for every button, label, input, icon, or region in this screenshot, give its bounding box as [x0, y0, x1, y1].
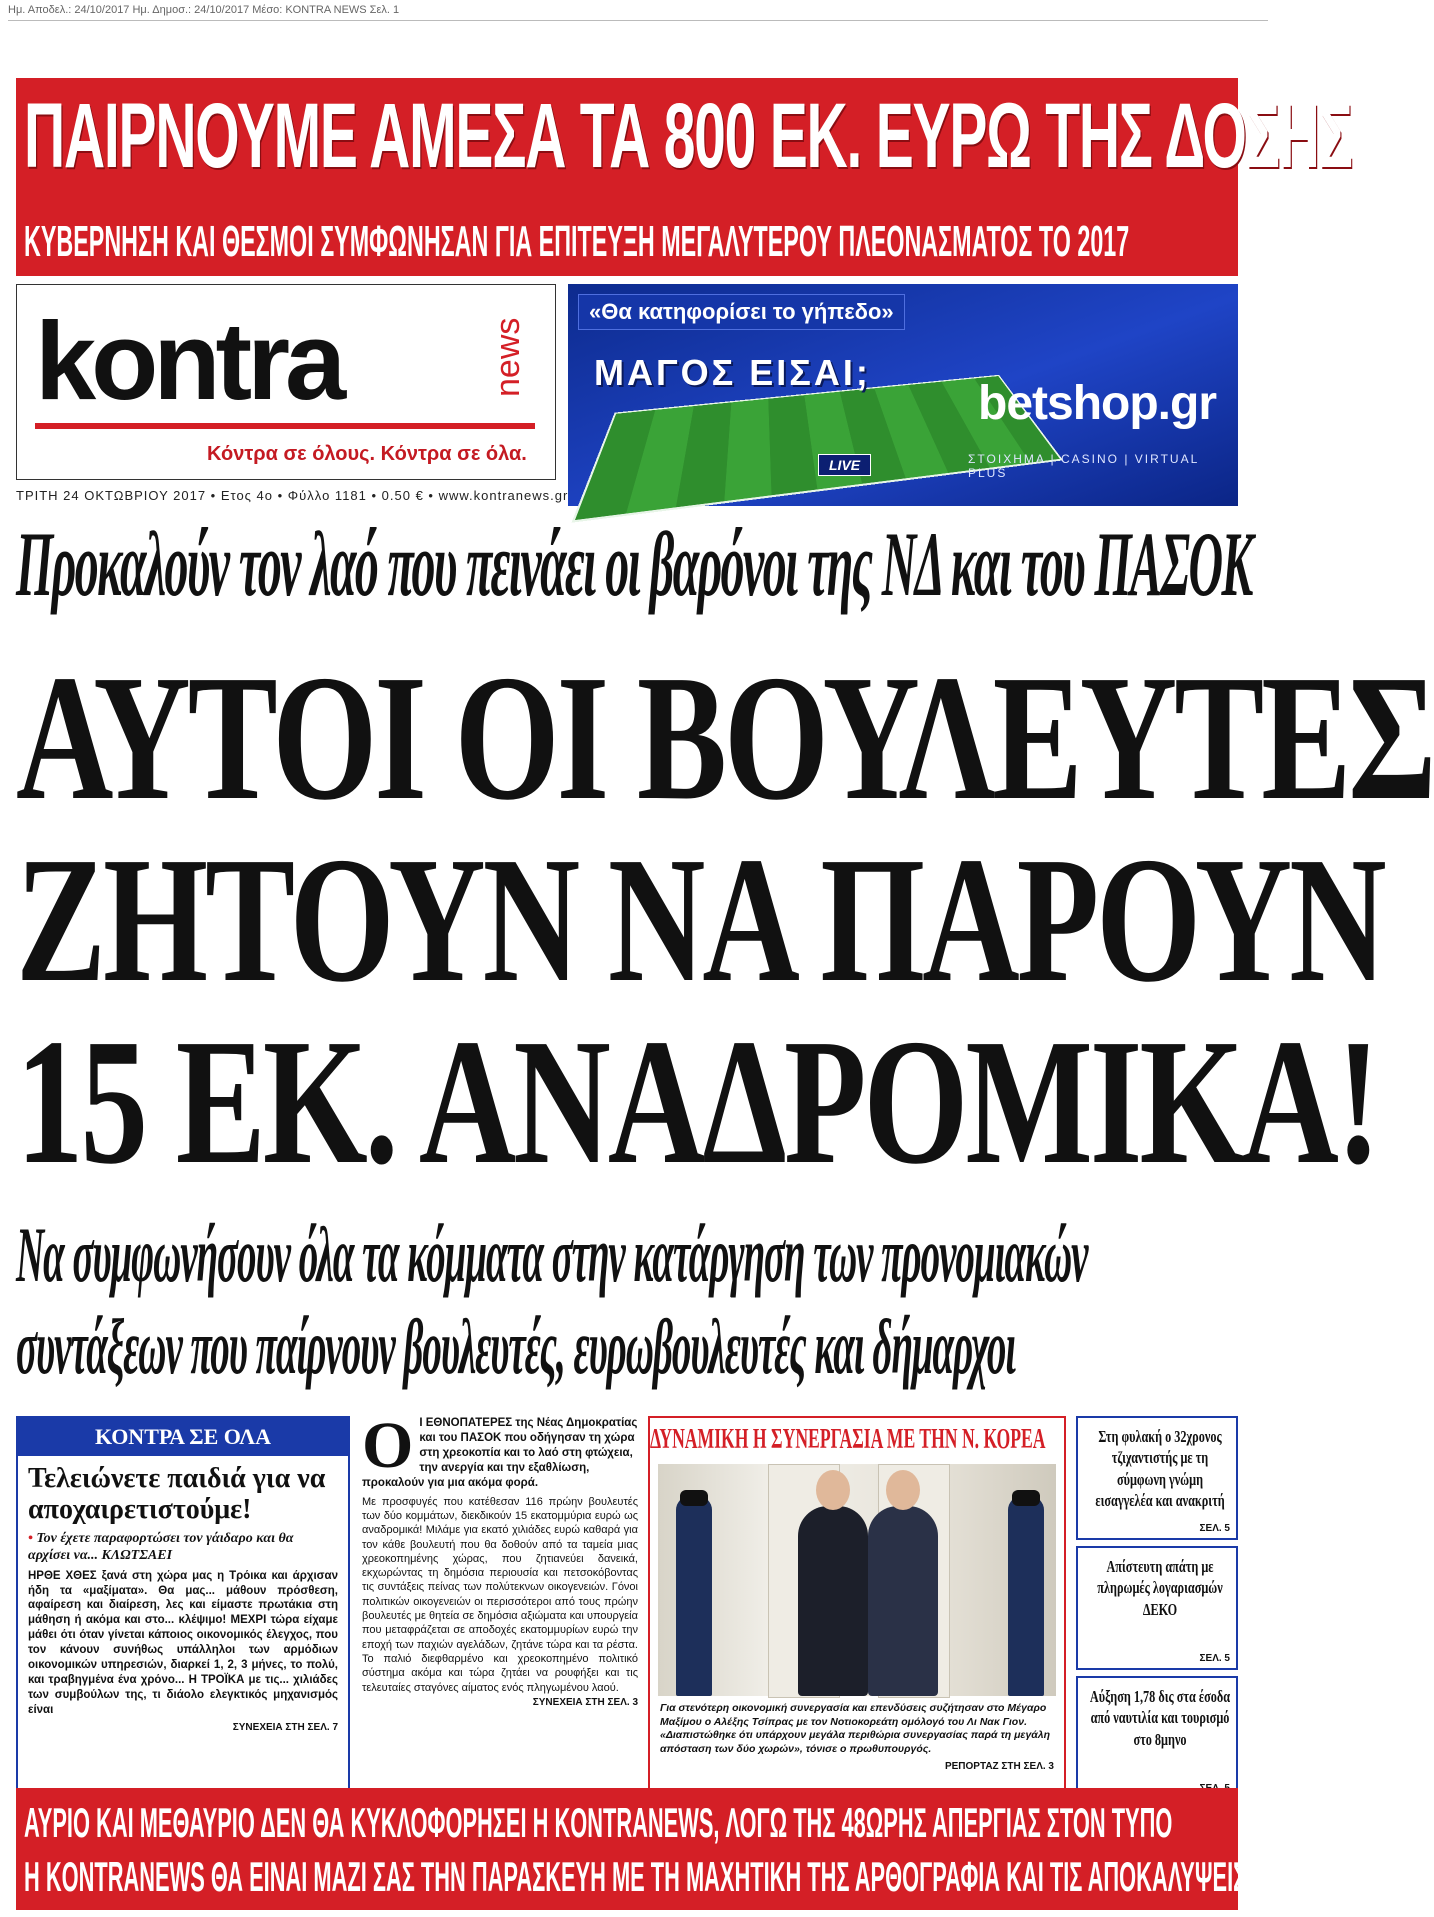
- bottom-banner: [16, 1788, 1295, 1910]
- bullet-icon: •: [28, 1530, 37, 1546]
- logo-underline: [35, 423, 535, 429]
- top-banner: [16, 78, 1352, 276]
- betshop-ad[interactable]: [568, 284, 1238, 506]
- column-continued: ΣΥΝΕΧΕΙΑ ΣΤΗ ΣΕΛ. 7: [232, 1721, 338, 1733]
- side-brief: [1076, 1416, 1238, 1540]
- korea-story-header-text: ΔΥΝΑΜΙΚΗ Η ΣΥΝΕΡΓΑΣΙΑ ΜΕ ΤΗΝ Ν. ΚΟΡΕΑ: [650, 1424, 1046, 1455]
- logo: kontra: [35, 300, 342, 423]
- kicker-headline: Προκαλούν τον λαό που πεινάει οι βαρόνοι της ΝΔ και του ΠΑΣΟΚ: [16, 513, 1252, 615]
- ad-quote: «Θα κατηφορίσει το γήπεδο»: [578, 294, 905, 330]
- ad-brand-logo: betshop.gr: [978, 377, 1216, 430]
- guard-cap: [1012, 1490, 1040, 1506]
- ad-question: ΜΑΓΟΣ ΕΙΣΑΙ;: [594, 352, 871, 393]
- clipping-meta: Ημ. Αποδελ.: 24/10/2017 Ημ. Δημοσ.: 24/10/2017 Μέσο: KONTRA NEWS Σελ. 1: [8, 4, 1268, 21]
- korea-story-header: [650, 1418, 1064, 1458]
- side-brief: [1076, 1676, 1238, 1800]
- main-headline-line-2: ΖΗΤΟΥΝ ΝΑ ΠΑΡΟΥΝ: [16, 820, 1384, 1019]
- person-head: [886, 1470, 920, 1510]
- slogan: Κόντρα σε όλους. Κόντρα σε όλα.: [207, 443, 527, 465]
- main-story-body: Με προσφυγές που κατέθεσαν 116 πρώην βουλευτές των δύο κομμάτων, διεκδικούν 15 εκατομμύρια ευρώ ως αναδρομικά! Μιλάμε για εκατό χιλιάδες ευρώ καθαρά για τον κάθε βουλευτή που θα δοθούν από τα ταμεία μιας χρεοκοπημένης χώρας, που ζητιανεύει δανεικά, εκχωρώντας τη δημόσια περιουσία και πετσοκόβοντας τις συντάξεις πείνας των πολύτεκνων οικογενειών. Γόνοι πολιτικών οικογενειών οι περισσότεροι από τους πρώην βουλευτές με θητεία σε δημόσια αξιώματα και υπουργεία που μεταφράζεται σε αποδοχές εκατομμυρίων ευρώ την εποχή των παχιών αγελάδων, ζητάνε τώρα και τα ρέστα. Το παλιό διεφθαρμένο και χρεοκοπημένο πολιτικό σύστημα ακόμα και τώρα ζητάει να ρουφήξει και τις τελευταίες σταγόνες αίματος ενός πληγωμένου λαού.: [362, 1495, 638, 1694]
- side-brief-text: Αύξηση 1,78 δις στα έσοδα από ναυτιλία και τουρισμό στο 8μηνο: [1089, 1687, 1231, 1749]
- main-story-lead: Ι ΕΘΝΟΠΑΤΕΡΕΣ της Νέας Δημοκρατίας και του ΠΑΣΟΚ που οδήγησαν τη χώρα στη χρεοκοπία και το λαό στη φτώχεια, την ανεργία και την εξαθλίωση, προκαλούν για μια ακόμα φορά.: [362, 1417, 638, 1489]
- person-head: [816, 1470, 850, 1510]
- logo-suffix: news: [489, 317, 527, 397]
- main-story-continued: ΣΥΝΕΧΕΙΑ ΣΤΗ ΣΕΛ. 3: [532, 1696, 638, 1708]
- kontra-se-ola-column: [16, 1416, 350, 1802]
- side-brief: [1076, 1546, 1238, 1670]
- column-lead-text: Τον έχετε παραφορτώσει τον γάιδαρο και θα αρχίσει να... ΚΛΩΤΣΑΕΙ: [28, 1530, 294, 1564]
- side-brief-page: ΣΕΛ. 5: [1199, 1523, 1230, 1534]
- masthead: [16, 284, 556, 480]
- main-headline-line-1: ΑΥΤΟΙ ΟΙ ΒΟΥΛΕΥΤΕΣ: [16, 638, 1434, 837]
- ad-live-badge: LIVE: [818, 454, 871, 476]
- column-lead: [28, 1530, 338, 1565]
- bottom-banner-line-2: Η KONTRANEWS ΘΑ ΕΙΝΑΙ ΜΑΖΙ ΣΑΣ ΤΗΝ ΠΑΡΑΣΚΕΥΗ ΜΕ ΤΗ ΜΑΧΗΤΙΚΗ ΤΗΣ ΑΡΘΟΓΡΑΦΙΑ ΚΑΙ ΤΙΣ ΑΠΟΚΑΛΥΨΕΙΣ ΤΗΣ: [24, 1853, 1295, 1900]
- dropcap: Ο: [362, 1409, 414, 1482]
- person-left: [798, 1506, 868, 1696]
- person-right: [868, 1506, 938, 1696]
- side-brief-text: Απίστευτη απάτη με πληρωμές λογαριασμών ΔΕΚΟ: [1097, 1557, 1223, 1619]
- main-headline-line-3: 15 ΕΚ. ΑΝΑΔΡΟΜΙΚΑ!: [16, 1002, 1378, 1201]
- photo-caption: Για στενότερη οικονομική συνεργασία και επενδύσεις συζήτησαν στο Μέγαρο Μαξίμου ο Αλέξης Τσίπρας με τον Νοτιοκορεάτη ομόλογό του Λι Νακ Γιον. «Διαπιστώθηκε ότι υπάρχουν μεγάλα περιθώρια συνεργασίας παρά τη μεγάλη απόσταση των δύο χωρών», τόνισε ο πρωθυπουργός.: [660, 1702, 1051, 1755]
- ad-subtitle: ΣΤΟΙΧΗΜΑ | CASINO | VIRTUAL PLUS: [968, 452, 1199, 480]
- top-banner-subheadline: ΚΥΒΕΡΝΗΣΗ ΚΑΙ ΘΕΣΜΟΙ ΣΥΜΦΩΝΗΣΑΝ ΓΙΑ ΕΠΙΤΕΥΞΗ ΜΕΓΑΛΥΤΕΡΟΥ ΠΛΕΟΝΑΣΜΑΤΟΣ ΤΟ 2017: [24, 217, 1130, 266]
- korea-report-ref: ΡΕΠΟΡΤΑΖ ΣΤΗ ΣΕΛ. 3: [944, 1760, 1054, 1772]
- guard-right: [1008, 1496, 1044, 1696]
- column-body: ΗΡΘΕ ΧΘΕΣ ξανά στη χώρα μας η Τρόικα και άρχισαν ήδη τα «μαξίματα». Θα μας... μάθουν πρόσθεση, αφαίρεση και διαίρεση, λες και είμαστε πρωτάκια στη μάθηση ή ακόμα και στο... κλέψιμο! ΜΕΧΡΙ τώρα είχαμε μάθει ότι όταν γίνεται κάποιος οικονομικός έλεγχος, που τον κάνουν συνήθως υπάλληλοι των αρμόδιων οικονομικών υπηρεσιών, διαρκεί 1, 2, 3 μήνες, το πολύ, και τραβηγμένα ένα χρόνο... Η ΤΡΟΪΚΑ με τις... χιλιάδες των συμβούλων της, τι διάολο ελεγκτικός μηχανισμός είναι: [28, 1569, 338, 1717]
- column-header: ΚΟΝΤΡΑ ΣΕ ΟΛΑ: [18, 1418, 348, 1456]
- column-title: Τελειώνετε παιδιά για να αποχαιρετιστούμε!: [28, 1463, 326, 1525]
- main-story-column: [362, 1409, 638, 1806]
- top-banner-headline: ΠΑΙΡΝΟΥΜΕ ΑΜΕΣΑ ΤΑ 800 ΕΚ. ΕΥΡΩ ΤΗΣ ΔΟΣΗΣ: [24, 85, 1352, 187]
- handshake-photo: [658, 1464, 1056, 1696]
- side-briefs: [1076, 1416, 1238, 1802]
- guard-left: [676, 1496, 712, 1696]
- korea-story: [648, 1416, 1066, 1796]
- side-brief-text: Στη φυλακή ο 32χρονος τζιχαντιστής με τη σύμφωνη γνώμη εισαγγελέα και ανακριτή: [1095, 1427, 1225, 1510]
- bottom-banner-line-1: ΑΥΡΙΟ ΚΑΙ ΜΕΘΑΥΡΙΟ ΔΕΝ ΘΑ ΚΥΚΛΟΦΟΡΗΣΕΙ Η KONTRANEWS, ΛΟΓΩ ΤΗΣ 48ΩΡΗΣ ΑΠΕΡΓΙΑΣ ΣΤΟΝ ΤΥΠΟ: [24, 1799, 1173, 1846]
- dateline: ΤΡΙΤΗ 24 ΟΚΤΩΒΡΙΟΥ 2017 • Ετος 4ο • Φύλλο 1181 • 0.50 € • www.kontranews.gr: [16, 488, 569, 503]
- guard-cap: [680, 1490, 708, 1506]
- subdeck-line-2: συντάξεων που παίρνουν βουλευτές, ευρωβουλευτές και δήμαρχοι: [16, 1303, 1016, 1390]
- side-brief-page: ΣΕΛ. 5: [1199, 1653, 1230, 1664]
- subdeck-line-1: Να συμφωνήσουν όλα τα κόμματα στην κατάργηση των προνομιακών: [16, 1211, 1088, 1298]
